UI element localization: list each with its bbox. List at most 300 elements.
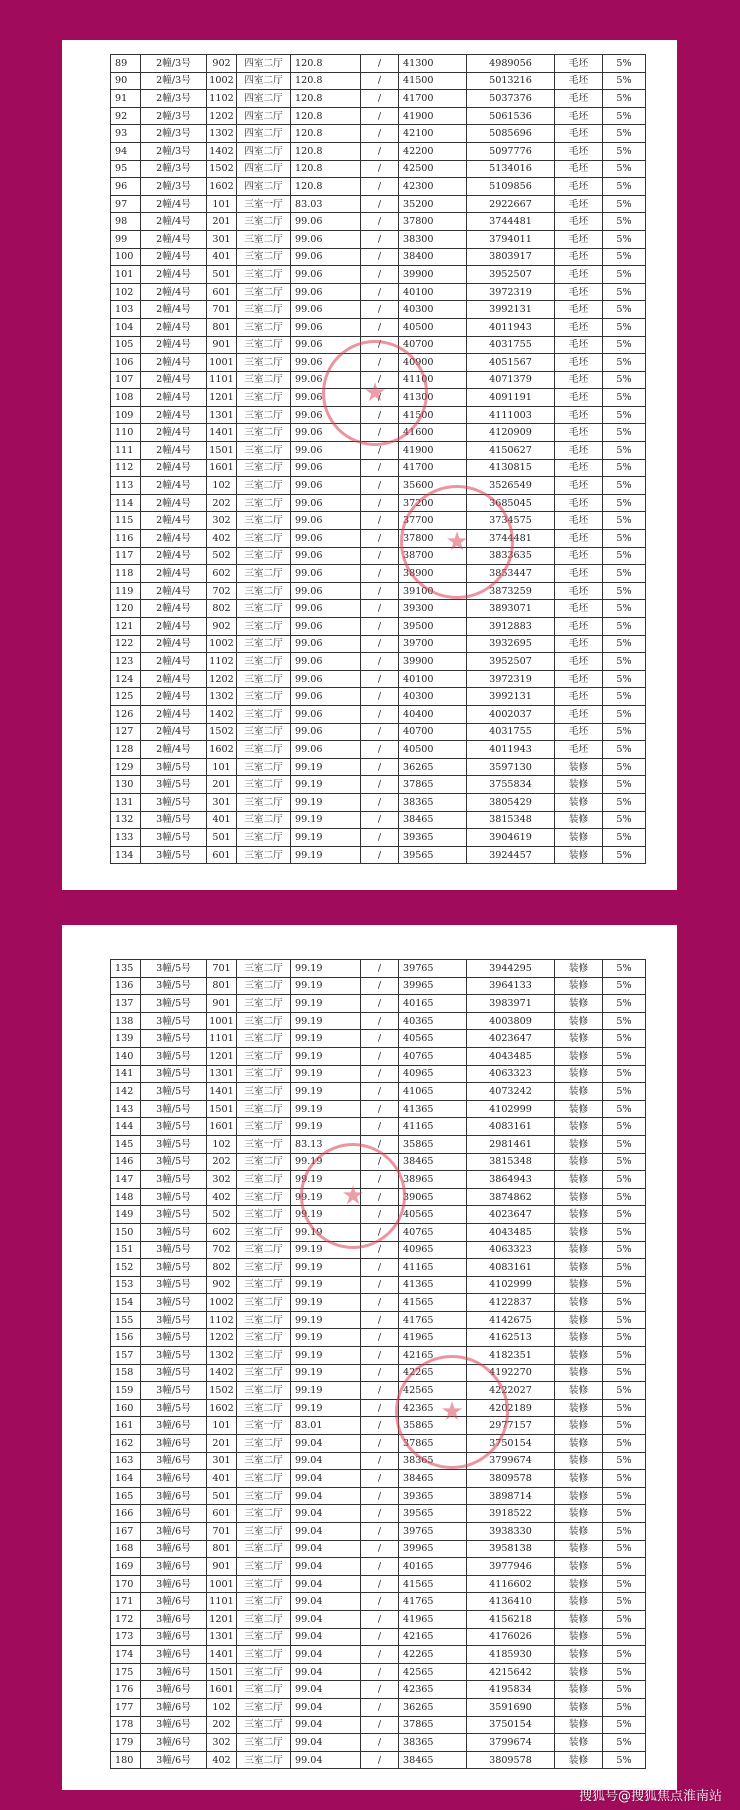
table-cell: 99.19 <box>291 811 361 829</box>
table-cell: 5% <box>603 107 646 125</box>
table-cell: 三室二厅 <box>237 1206 291 1224</box>
table-cell: 2幢/4号 <box>141 723 207 741</box>
table-cell: 装修 <box>555 1681 603 1699</box>
table-row <box>111 354 646 372</box>
table-cell: 3685045 <box>467 494 555 512</box>
table-cell: 3幢/6号 <box>141 1610 207 1628</box>
table-cell: 40565 <box>399 1206 467 1224</box>
table-cell: 91 <box>111 90 141 108</box>
table-cell: 三室二厅 <box>237 406 291 424</box>
table-cell: 2幢/4号 <box>141 653 207 671</box>
table-cell: 毛坯 <box>555 336 603 354</box>
table-cell: 99.06 <box>291 248 361 266</box>
table-cell: 5% <box>603 1663 646 1681</box>
table-cell: 装修 <box>555 1734 603 1752</box>
table-cell: 99.06 <box>291 336 361 354</box>
table-cell: 5% <box>603 653 646 671</box>
table-cell: / <box>361 1593 399 1611</box>
table-cell: 装修 <box>555 1646 603 1664</box>
table-row <box>111 318 646 336</box>
table-cell: 4031755 <box>467 336 555 354</box>
table-cell: 三室二厅 <box>237 1223 291 1241</box>
table-cell: 毛坯 <box>555 600 603 618</box>
table-cell: 41600 <box>399 424 467 442</box>
table-cell: 148 <box>111 1188 141 1206</box>
table-cell: 三室二厅 <box>237 1751 291 1769</box>
table-cell: 3幢/6号 <box>141 1716 207 1734</box>
table-cell: / <box>361 1223 399 1241</box>
table-row <box>111 1329 646 1347</box>
table-cell: 171 <box>111 1593 141 1611</box>
table-cell: 5% <box>603 1223 646 1241</box>
table-cell: 1102 <box>207 1311 237 1329</box>
table-cell: 41365 <box>399 1100 467 1118</box>
table-cell: / <box>361 1681 399 1699</box>
table-cell: 4102999 <box>467 1100 555 1118</box>
table-cell: 三室二厅 <box>237 301 291 319</box>
table-cell: 99.04 <box>291 1505 361 1523</box>
table-cell: 3803917 <box>467 248 555 266</box>
table-cell: 1502 <box>207 1382 237 1400</box>
table-cell: 99.06 <box>291 635 361 653</box>
table-cell: 2幢/4号 <box>141 318 207 336</box>
table-cell: 101 <box>111 266 141 284</box>
table-cell: 5% <box>603 494 646 512</box>
table-cell: / <box>361 846 399 864</box>
table-cell: 4011943 <box>467 318 555 336</box>
table-cell: 装修 <box>555 1417 603 1435</box>
table-cell: / <box>361 389 399 407</box>
table-row <box>111 1452 646 1470</box>
table-cell: 99.19 <box>291 1153 361 1171</box>
table-cell: 1101 <box>207 1593 237 1611</box>
table-cell: 3幢/6号 <box>141 1681 207 1699</box>
table-cell: / <box>361 1487 399 1505</box>
table-cell: 5% <box>603 1593 646 1611</box>
table-cell: 40400 <box>399 705 467 723</box>
table-cell: 108 <box>111 389 141 407</box>
table-cell: 4043485 <box>467 1223 555 1241</box>
table-cell: 2977157 <box>467 1417 555 1435</box>
table-cell: 35865 <box>399 1135 467 1153</box>
table-cell: / <box>361 230 399 248</box>
table-cell: / <box>361 424 399 442</box>
table-cell: 127 <box>111 723 141 741</box>
table-cell: 41565 <box>399 1575 467 1593</box>
table-cell: 5% <box>603 248 646 266</box>
table-cell: 150 <box>111 1223 141 1241</box>
table-row <box>111 1487 646 1505</box>
table-cell: 5037376 <box>467 90 555 108</box>
table-cell: 三室二厅 <box>237 995 291 1013</box>
table-cell: 5% <box>603 1065 646 1083</box>
table-cell: / <box>361 301 399 319</box>
table-cell: 三室二厅 <box>237 1276 291 1294</box>
table-cell: 114 <box>111 494 141 512</box>
table-cell: 902 <box>207 1276 237 1294</box>
table-cell: 137 <box>111 995 141 1013</box>
table-cell: 135 <box>111 960 141 978</box>
table-cell: 41365 <box>399 1276 467 1294</box>
table-cell: 5% <box>603 1452 646 1470</box>
table-cell: 四室二厅 <box>237 55 291 73</box>
table-cell: 41065 <box>399 1083 467 1101</box>
table-cell: 3904619 <box>467 829 555 847</box>
table-cell: 5% <box>603 635 646 653</box>
table-cell: 97 <box>111 195 141 213</box>
table-cell: 99.06 <box>291 494 361 512</box>
table-cell: 1001 <box>207 354 237 372</box>
table-cell: 三室二厅 <box>237 977 291 995</box>
table-cell: 5% <box>603 354 646 372</box>
document-page-1 <box>62 40 677 890</box>
table-cell: 5% <box>603 459 646 477</box>
table-row <box>111 1135 646 1153</box>
table-cell: 99.19 <box>291 1188 361 1206</box>
table-cell: 3幢/6号 <box>141 1734 207 1752</box>
table-cell: / <box>361 72 399 90</box>
table-cell: 42300 <box>399 178 467 196</box>
table-row <box>111 582 646 600</box>
table-cell: 38400 <box>399 248 467 266</box>
table-cell: 三室二厅 <box>237 1505 291 1523</box>
table-cell: / <box>361 1399 399 1417</box>
table-cell: 三室二厅 <box>237 1435 291 1453</box>
table-cell: 三室二厅 <box>237 1329 291 1347</box>
table-cell: 4071379 <box>467 371 555 389</box>
table-row <box>111 266 646 284</box>
table-cell: 143 <box>111 1100 141 1118</box>
table-cell: 39300 <box>399 600 467 618</box>
table-cell: 装修 <box>555 1540 603 1558</box>
table-cell: 41300 <box>399 55 467 73</box>
table-cell: 三室二厅 <box>237 1716 291 1734</box>
table-cell: / <box>361 1294 399 1312</box>
table-cell: 4043485 <box>467 1047 555 1065</box>
table-cell: 99.06 <box>291 459 361 477</box>
table-cell: / <box>361 600 399 618</box>
table-cell: 39365 <box>399 829 467 847</box>
table-cell: / <box>361 565 399 583</box>
table-cell: 三室二厅 <box>237 670 291 688</box>
table-cell: 99.06 <box>291 565 361 583</box>
table-cell: 5% <box>603 336 646 354</box>
table-cell: 装修 <box>555 1751 603 1769</box>
table-cell: 41500 <box>399 72 467 90</box>
table-cell: 35600 <box>399 477 467 495</box>
table-row <box>111 55 646 73</box>
table-cell: 装修 <box>555 1435 603 1453</box>
table-cell: 5% <box>603 1716 646 1734</box>
table-cell: 3幢/6号 <box>141 1593 207 1611</box>
table-cell: 1101 <box>207 1030 237 1048</box>
table-cell: 3597130 <box>467 758 555 776</box>
table-cell: 毛坯 <box>555 618 603 636</box>
table-cell: / <box>361 1100 399 1118</box>
table-cell: 5% <box>603 512 646 530</box>
table-cell: 2幢/3号 <box>141 178 207 196</box>
table-cell: 2幢/4号 <box>141 213 207 231</box>
table-cell: / <box>361 477 399 495</box>
table-cell: 四室二厅 <box>237 125 291 143</box>
table-cell: 5% <box>603 960 646 978</box>
table-cell: 601 <box>207 283 237 301</box>
table-cell: 三室二厅 <box>237 354 291 372</box>
table-cell: 5% <box>603 758 646 776</box>
table-cell: 42200 <box>399 142 467 160</box>
table-cell: 120.8 <box>291 55 361 73</box>
table-cell: 1401 <box>207 1646 237 1664</box>
table-cell: / <box>361 442 399 460</box>
table-cell: 99.06 <box>291 547 361 565</box>
table-cell: 99.04 <box>291 1487 361 1505</box>
table-cell: 35200 <box>399 195 467 213</box>
table-cell: 99.04 <box>291 1540 361 1558</box>
table-row <box>111 1628 646 1646</box>
table-row <box>111 142 646 160</box>
table-cell: / <box>361 1241 399 1259</box>
table-cell: 毛坯 <box>555 565 603 583</box>
table-cell: 99.19 <box>291 1382 361 1400</box>
table-cell: 三室二厅 <box>237 741 291 759</box>
table-cell: 99.19 <box>291 1311 361 1329</box>
table-cell: 141 <box>111 1065 141 1083</box>
table-cell: 5% <box>603 1329 646 1347</box>
table-cell: 120.8 <box>291 160 361 178</box>
table-cell: 2幢/4号 <box>141 406 207 424</box>
table-cell: 毛坯 <box>555 55 603 73</box>
table-cell: / <box>361 195 399 213</box>
table-row <box>111 248 646 266</box>
table-cell: 5% <box>603 1540 646 1558</box>
table-cell: 毛坯 <box>555 354 603 372</box>
table-cell: / <box>361 213 399 231</box>
table-cell: / <box>361 1610 399 1628</box>
table-cell: 装修 <box>555 1628 603 1646</box>
table-cell: 4023647 <box>467 1030 555 1048</box>
table-cell: 3898714 <box>467 1487 555 1505</box>
table-row <box>111 1575 646 1593</box>
table-row <box>111 389 646 407</box>
table-cell: 装修 <box>555 1171 603 1189</box>
table-cell: 三室二厅 <box>237 336 291 354</box>
table-cell: 3幢/6号 <box>141 1575 207 1593</box>
table-row <box>111 107 646 125</box>
table-cell: 3幢/5号 <box>141 995 207 1013</box>
table-cell: 3幢/5号 <box>141 1153 207 1171</box>
table-cell: 2幢/4号 <box>141 477 207 495</box>
table-cell: 4185930 <box>467 1646 555 1664</box>
table-cell: 40165 <box>399 1558 467 1576</box>
table-row <box>111 1558 646 1576</box>
table-cell: 3幢/5号 <box>141 1294 207 1312</box>
table-cell: 99.04 <box>291 1523 361 1541</box>
table-cell: 37700 <box>399 512 467 530</box>
table-cell: 3幢/5号 <box>141 1135 207 1153</box>
table-cell: 三室二厅 <box>237 600 291 618</box>
table-cell: 装修 <box>555 1012 603 1030</box>
table-cell: 153 <box>111 1276 141 1294</box>
table-cell: 3幢/5号 <box>141 960 207 978</box>
table-cell: 99.06 <box>291 424 361 442</box>
table-cell: 99.06 <box>291 670 361 688</box>
table-cell: 4142675 <box>467 1311 555 1329</box>
table-cell: 202 <box>207 494 237 512</box>
table-cell: 装修 <box>555 1523 603 1541</box>
table-cell: / <box>361 1118 399 1136</box>
table-cell: / <box>361 758 399 776</box>
table-cell: / <box>361 90 399 108</box>
table-row <box>111 688 646 706</box>
table-row <box>111 1540 646 1558</box>
table-cell: 三室二厅 <box>237 248 291 266</box>
table-cell: 5% <box>603 160 646 178</box>
table-cell: 106 <box>111 354 141 372</box>
table-row <box>111 477 646 495</box>
table-cell: 三室二厅 <box>237 1364 291 1382</box>
table-cell: 39100 <box>399 582 467 600</box>
table-cell: 毛坯 <box>555 389 603 407</box>
table-cell: 5% <box>603 977 646 995</box>
table-cell: 1501 <box>207 442 237 460</box>
table-cell: 4162513 <box>467 1329 555 1347</box>
table-cell: 2幢/4号 <box>141 248 207 266</box>
table-cell: / <box>361 1311 399 1329</box>
table-cell: 502 <box>207 1206 237 1224</box>
table-cell: 99.19 <box>291 960 361 978</box>
table-cell: 144 <box>111 1118 141 1136</box>
table-cell: 35865 <box>399 1417 467 1435</box>
table-cell: / <box>361 1575 399 1593</box>
table-cell: 3853447 <box>467 565 555 583</box>
table-cell: 99.04 <box>291 1646 361 1664</box>
table-cell: 99 <box>111 230 141 248</box>
table-row <box>111 213 646 231</box>
table-cell: 40500 <box>399 318 467 336</box>
table-row <box>111 1751 646 1769</box>
table-cell: 157 <box>111 1347 141 1365</box>
table-cell: 83.03 <box>291 195 361 213</box>
table-cell: 5% <box>603 1118 646 1136</box>
table-cell: 42265 <box>399 1364 467 1382</box>
table-cell: 37865 <box>399 776 467 794</box>
table-cell: 1501 <box>207 1663 237 1681</box>
table-cell: 三室二厅 <box>237 1487 291 1505</box>
table-cell: 三室二厅 <box>237 512 291 530</box>
table-cell: 装修 <box>555 977 603 995</box>
table-cell: / <box>361 1470 399 1488</box>
table-cell: 145 <box>111 1135 141 1153</box>
table-cell: 1601 <box>207 459 237 477</box>
table-cell: 三室二厅 <box>237 1030 291 1048</box>
table-cell: / <box>361 160 399 178</box>
table-cell: 802 <box>207 1259 237 1277</box>
table-cell: 5% <box>603 371 646 389</box>
table-cell: 149 <box>111 1206 141 1224</box>
table-cell: 5% <box>603 125 646 143</box>
table-cell: 94 <box>111 142 141 160</box>
table-cell: 毛坯 <box>555 160 603 178</box>
table-cell: 119 <box>111 582 141 600</box>
table-cell: 38365 <box>399 793 467 811</box>
table-cell: 40300 <box>399 301 467 319</box>
table-cell: 三室二厅 <box>237 653 291 671</box>
table-cell: 3958138 <box>467 1540 555 1558</box>
table-cell: 99.04 <box>291 1575 361 1593</box>
table-cell: 123 <box>111 653 141 671</box>
table-row <box>111 1523 646 1541</box>
table-cell: 1002 <box>207 1294 237 1312</box>
table-cell: 130 <box>111 776 141 794</box>
table-row <box>111 547 646 565</box>
table-cell: 100 <box>111 248 141 266</box>
table-cell: 1001 <box>207 1012 237 1030</box>
table-cell: 三室二厅 <box>237 1241 291 1259</box>
table-cell: 102 <box>207 477 237 495</box>
table-cell: 501 <box>207 829 237 847</box>
table-cell: 1102 <box>207 653 237 671</box>
table-cell: 1601 <box>207 1681 237 1699</box>
table-cell: 3794011 <box>467 230 555 248</box>
table-cell: 164 <box>111 1470 141 1488</box>
table-cell: / <box>361 494 399 512</box>
table-cell: 2幢/4号 <box>141 670 207 688</box>
table-cell: 138 <box>111 1012 141 1030</box>
table-cell: / <box>361 1698 399 1716</box>
table-cell: 4192270 <box>467 1364 555 1382</box>
table-cell: 三室二厅 <box>237 1452 291 1470</box>
table-cell: 装修 <box>555 846 603 864</box>
table-cell: 37200 <box>399 494 467 512</box>
table-cell: / <box>361 530 399 548</box>
table-cell: / <box>361 1188 399 1206</box>
table-cell: 99.19 <box>291 1241 361 1259</box>
table-cell: 41965 <box>399 1329 467 1347</box>
table-cell: / <box>361 653 399 671</box>
table-cell: 99.06 <box>291 318 361 336</box>
table-cell: 1101 <box>207 371 237 389</box>
table-cell: 401 <box>207 1470 237 1488</box>
table-cell: 102 <box>207 1698 237 1716</box>
table-cell: / <box>361 1065 399 1083</box>
table-cell: 1602 <box>207 178 237 196</box>
table-cell: 38465 <box>399 1751 467 1769</box>
table-cell: 三室二厅 <box>237 283 291 301</box>
table-cell: 40965 <box>399 1065 467 1083</box>
table-cell: 装修 <box>555 1276 603 1294</box>
table-cell: 毛坯 <box>555 530 603 548</box>
table-cell: 99.19 <box>291 1065 361 1083</box>
table-cell: 36265 <box>399 758 467 776</box>
table-cell: 1002 <box>207 635 237 653</box>
table-cell: 302 <box>207 1734 237 1752</box>
table-cell: 4102999 <box>467 1276 555 1294</box>
table-cell: / <box>361 1276 399 1294</box>
table-cell: 156 <box>111 1329 141 1347</box>
table-row <box>111 72 646 90</box>
table-cell: 99.04 <box>291 1435 361 1453</box>
table-row <box>111 1364 646 1382</box>
table-cell: 99.19 <box>291 776 361 794</box>
table-cell: 三室二厅 <box>237 1347 291 1365</box>
table-cell: 40100 <box>399 670 467 688</box>
table-cell: 3幢/5号 <box>141 1311 207 1329</box>
table-cell: 99.06 <box>291 530 361 548</box>
table-row <box>111 1083 646 1101</box>
table-cell: 毛坯 <box>555 318 603 336</box>
table-cell: 103 <box>111 301 141 319</box>
table-cell: 5% <box>603 1188 646 1206</box>
